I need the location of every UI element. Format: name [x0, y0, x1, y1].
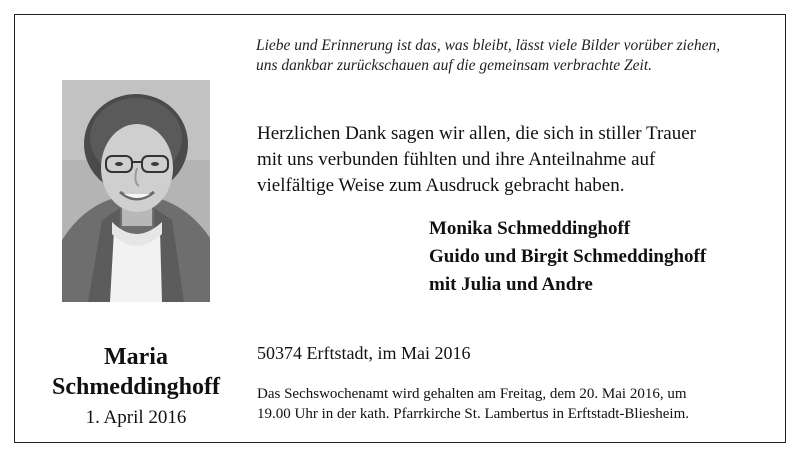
notice-line-1: Das Sechswochenamt wird gehalten am Freitag, dem 20. Mai 2016, um: [257, 386, 687, 402]
thanks-message: [257, 121, 757, 199]
mass-notice: [257, 384, 777, 424]
quote-line-1: Liebe und Erinnerung ist das, was bleibt, lässt viele Bilder vorüber ziehen,: [256, 37, 721, 54]
signer-line: Guido und Birgit Schmeddinghoff: [429, 246, 707, 267]
signer-line: mit Julia und Andre: [429, 274, 593, 295]
portrait-photo: [62, 80, 210, 302]
deceased-name-block: [36, 342, 236, 432]
deceased-first-name: Maria: [104, 344, 168, 370]
date-of-death: 1. April 2016: [85, 407, 187, 428]
family-signers: [429, 215, 789, 299]
portrait-illustration: [62, 80, 210, 302]
signer-line: Monika Schmeddinghoff: [429, 218, 631, 239]
quote-line-2: uns dankbar zurückschauen auf die gemeinsam verbrachte Zeit.: [256, 57, 653, 74]
thanks-line-3: vielfältige Weise zum Ausdruck gebracht haben.: [257, 175, 625, 196]
thanks-line-2: mit uns verbunden fühlten und ihre Anteilnahme auf: [257, 149, 656, 170]
notice-line-2: 19.00 Uhr in der kath. Pfarrkirche St. Lambertus in Erftstadt-Bliesheim.: [257, 406, 689, 422]
memorial-quote: [256, 36, 776, 76]
place-and-date: 50374 Erftstadt, im Mai 2016: [257, 343, 471, 363]
deceased-last-name: Schmeddinghoff: [51, 374, 221, 400]
thanks-line-1: Herzlichen Dank sagen wir allen, die sich in stiller Trauer: [257, 123, 696, 144]
